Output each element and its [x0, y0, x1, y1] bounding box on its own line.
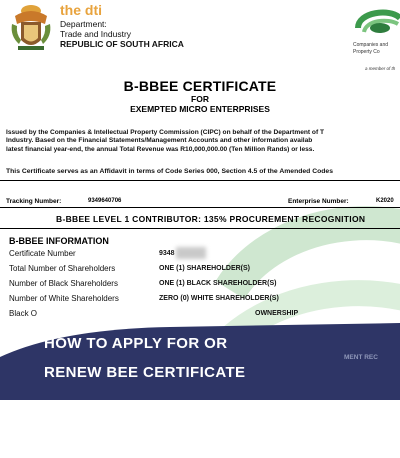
certificate-number-value: 9348	[159, 250, 175, 257]
cipc-logo-icon	[350, 6, 400, 42]
banner-headline-line1: HOW TO APPLY FOR OR	[44, 335, 228, 352]
divider	[0, 180, 400, 181]
coat-of-arms-icon	[6, 2, 56, 54]
bbbee-level: B-BBEE LEVEL 1 CONTRIBUTOR: 135% PROCUREMENT RECOGNITION	[56, 214, 366, 224]
tracking-number-value: 9349640706	[88, 198, 122, 204]
banner-headline-line2: RENEW BEE CERTIFICATE	[44, 364, 246, 381]
ghost-recognition-text: MENT REC	[344, 354, 378, 361]
total-shareholders-value: ONE (1) SHAREHOLDER(S)	[159, 265, 251, 272]
redacted-blur	[176, 247, 206, 259]
dti-brand: the dti	[60, 2, 102, 18]
paragraph-line: latest financial year-end, the annual Total Revenue was R10,000,000.00 (Ten Million Rands) or less.	[6, 145, 315, 153]
certificate-number-label: Certificate Number	[9, 249, 76, 258]
enterprise-number-value: K2020	[376, 198, 394, 204]
black-shareholders-value: ONE (1) BLACK SHAREHOLDER(S)	[159, 280, 277, 287]
white-shareholders-value: ZERO (0) WHITE SHAREHOLDER(S)	[159, 295, 279, 302]
black-ownership-label: Black O	[9, 309, 38, 318]
black-shareholders-label: Number of Black Shareholders	[9, 279, 118, 288]
cipc-member-text: a member of th	[365, 66, 396, 71]
issuance-paragraph	[6, 129, 400, 154]
paragraph-line: Issued by the Companies & Intellectual Property Commission (CIPC) on behalf of the Department of T	[6, 129, 325, 136]
tracking-number-label: Tracking Number:	[6, 198, 62, 205]
dti-department-name: Trade and Industry	[60, 29, 132, 39]
cipc-name-line2: Property Co	[353, 49, 380, 55]
divider	[0, 228, 400, 229]
affidavit-statement: This Certificate serves as an Affidavit in terms of Code Series 000, Section 4.5 of the Amended Codes	[6, 168, 333, 175]
certificate-title: B-BBEE CERTIFICATE	[123, 78, 277, 94]
total-shareholders-label: Total Number of Shareholders	[9, 264, 116, 273]
white-shareholders-label: Number of White Shareholders	[9, 294, 119, 303]
paragraph-line: Industry. Based on the Financial Statements/Management Accounts and other information availab	[6, 137, 313, 145]
dti-department-label: Department:	[60, 19, 107, 29]
dti-country: REPUBLIC OF SOUTH AFRICA	[60, 39, 184, 49]
divider	[0, 207, 400, 208]
enterprise-number-label: Enterprise Number:	[288, 198, 349, 205]
certificate-subtitle: EXEMPTED MICRO ENTERPRISES	[130, 104, 270, 114]
info-heading: B-BBEE INFORMATION	[9, 236, 109, 246]
black-ownership-value: OWNERSHIP	[255, 310, 299, 317]
certificate-for: FOR	[191, 94, 209, 104]
cipc-name-line1: Companies and	[353, 42, 389, 48]
